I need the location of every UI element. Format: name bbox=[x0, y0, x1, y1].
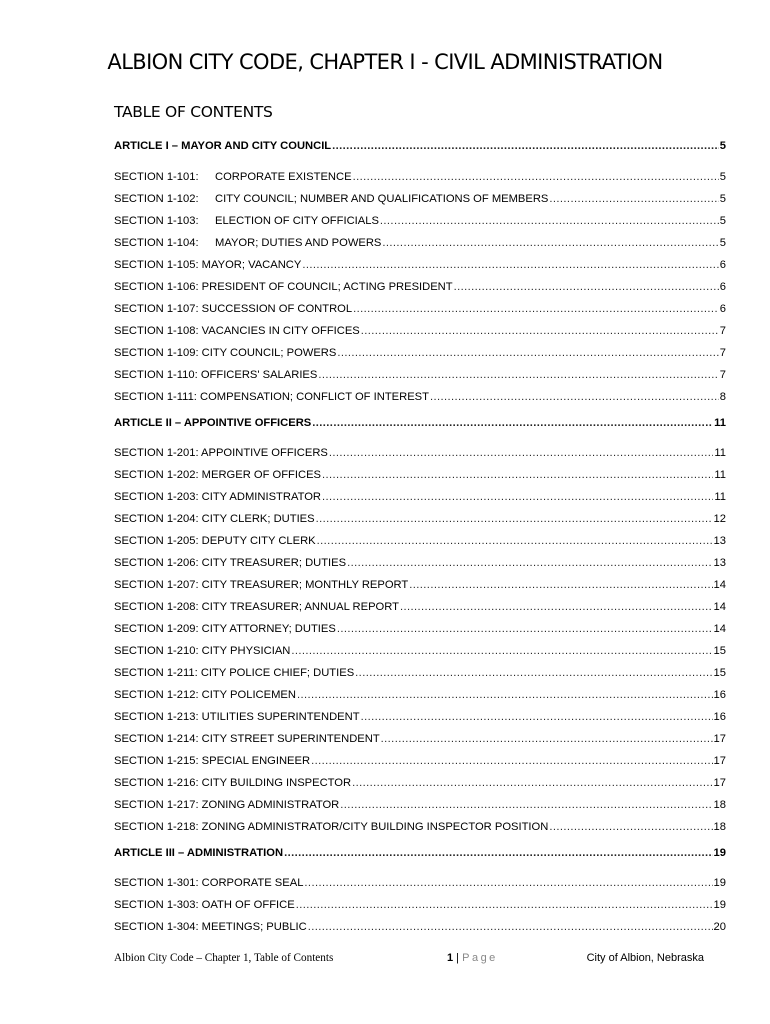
toc-article-label: ARTICLE I – MAYOR AND CITY COUNCIL bbox=[114, 140, 332, 152]
toc-section-label: SECTION 1-204: CITY CLERK; DUTIES bbox=[114, 513, 315, 525]
toc-section-entry[interactable] bbox=[114, 188, 726, 210]
dot-leader bbox=[380, 210, 719, 232]
toc-section-label: SECTION 1-210: CITY PHYSICIAN bbox=[114, 645, 291, 657]
toc-section-entry[interactable] bbox=[114, 872, 726, 894]
dot-leader bbox=[332, 134, 719, 158]
dot-leader bbox=[284, 841, 712, 865]
dot-leader bbox=[361, 706, 713, 728]
toc-section-entry[interactable] bbox=[114, 916, 726, 938]
toc-section-number: SECTION 1-101: bbox=[114, 171, 199, 183]
toc-section-entry[interactable] bbox=[114, 684, 726, 706]
dot-leader bbox=[352, 772, 712, 794]
dot-leader bbox=[304, 872, 712, 894]
toc-page-number: 14 bbox=[713, 579, 726, 591]
toc-section-entry[interactable] bbox=[114, 574, 726, 596]
toc-article-label: ARTICLE II – APPOINTIVE OFFICERS bbox=[114, 417, 312, 429]
toc-page-number: 7 bbox=[719, 369, 726, 381]
toc-section-label: SECTION 1-214: CITY STREET SUPERINTENDENT bbox=[114, 733, 380, 745]
toc-heading: TABLE OF CONTENTS bbox=[114, 103, 273, 121]
toc-page-number: 6 bbox=[719, 259, 726, 271]
toc-page-number: 17 bbox=[713, 777, 726, 789]
toc-section-entry[interactable] bbox=[114, 750, 726, 772]
dot-leader bbox=[400, 596, 713, 618]
toc-article-entry[interactable] bbox=[114, 134, 726, 158]
toc-page-number: 5 bbox=[719, 215, 726, 227]
toc-section-entry[interactable] bbox=[114, 276, 726, 298]
toc-section-label: SECTION 1-208: CITY TREASURER; ANNUAL REPORT bbox=[114, 601, 399, 613]
toc-section-title: MAYOR; DUTIES AND POWERS bbox=[215, 237, 382, 249]
toc-page-number: 5 bbox=[719, 237, 726, 249]
footer-separator: | bbox=[453, 952, 463, 964]
dot-leader bbox=[291, 640, 712, 662]
dot-leader bbox=[549, 188, 718, 210]
toc-page-number: 15 bbox=[713, 667, 726, 679]
toc-section-number: SECTION 1-104: bbox=[114, 237, 199, 249]
toc-page-number: 18 bbox=[713, 821, 726, 833]
toc-section-label bbox=[114, 210, 379, 232]
dot-leader bbox=[337, 342, 718, 364]
dot-leader bbox=[337, 618, 713, 640]
dot-leader bbox=[308, 916, 713, 938]
toc-page-number: 17 bbox=[713, 755, 726, 767]
toc-page-number: 16 bbox=[713, 711, 726, 723]
toc-section-label: SECTION 1-303: OATH OF OFFICE bbox=[114, 899, 295, 911]
toc-section-entry[interactable] bbox=[114, 530, 726, 552]
toc-section-label: SECTION 1-201: APPOINTIVE OFFICERS bbox=[114, 447, 328, 459]
toc-section-label: SECTION 1-212: CITY POLICEMEN bbox=[114, 689, 296, 701]
dot-leader bbox=[329, 442, 714, 464]
dot-leader bbox=[347, 552, 712, 574]
toc-section-entry[interactable] bbox=[114, 772, 726, 794]
toc-page-number: 5 bbox=[719, 193, 726, 205]
page-title: ALBION CITY CODE, CHAPTER I - CIVIL ADMINISTRATION bbox=[107, 50, 663, 74]
toc-section-label: SECTION 1-216: CITY BUILDING INSPECTOR bbox=[114, 777, 352, 789]
toc-section-label: SECTION 1-213: UTILITIES SUPERINTENDENT bbox=[114, 711, 360, 723]
page-footer bbox=[114, 952, 704, 968]
toc-section-label: SECTION 1-218: ZONING ADMINISTRATOR/CITY BUILDING INSPECTOR POSITION bbox=[114, 821, 549, 833]
toc-section-entry[interactable] bbox=[114, 320, 726, 342]
toc-section-entry[interactable] bbox=[114, 298, 726, 320]
toc-page-number: 13 bbox=[713, 535, 726, 547]
toc-section-label: SECTION 1-202: MERGER OF OFFICES bbox=[114, 469, 322, 481]
toc-section-entry[interactable] bbox=[114, 386, 726, 408]
toc-page-number: 14 bbox=[713, 623, 726, 635]
toc-page-number: 19 bbox=[713, 877, 726, 889]
dot-leader bbox=[382, 232, 718, 254]
toc-page-number: 18 bbox=[713, 799, 726, 811]
toc-section-label: SECTION 1-301: CORPORATE SEAL bbox=[114, 877, 304, 889]
toc-section-entry[interactable] bbox=[114, 210, 726, 232]
toc-section-label bbox=[114, 166, 352, 188]
dot-leader bbox=[311, 750, 712, 772]
toc-page-number: 14 bbox=[713, 601, 726, 613]
toc-section-entry[interactable] bbox=[114, 706, 726, 728]
toc-section-entry[interactable] bbox=[114, 342, 726, 364]
dot-leader bbox=[430, 386, 719, 408]
toc-section-label: SECTION 1-211: CITY POLICE CHIEF; DUTIES bbox=[114, 667, 355, 679]
toc-section-entry[interactable] bbox=[114, 816, 726, 838]
dot-leader bbox=[312, 411, 713, 435]
dot-leader bbox=[317, 530, 713, 552]
toc-page-number: 20 bbox=[713, 921, 726, 933]
footer-document-title: Albion City Code – Chapter 1, Table of Contents bbox=[114, 952, 334, 964]
toc-section-label: SECTION 1-109: CITY COUNCIL; POWERS bbox=[114, 347, 337, 359]
toc-section-label: SECTION 1-105: MAYOR; VACANCY bbox=[114, 259, 302, 271]
toc-section-entry[interactable] bbox=[114, 166, 726, 188]
toc-section-entry[interactable] bbox=[114, 464, 726, 486]
dot-leader bbox=[409, 574, 712, 596]
dot-leader bbox=[340, 794, 712, 816]
footer-page-word: Page bbox=[462, 952, 498, 964]
toc-page-number: 11 bbox=[714, 469, 726, 481]
toc-section-label: SECTION 1-111: COMPENSATION; CONFLICT OF INTEREST bbox=[114, 391, 429, 403]
toc-section-entry[interactable] bbox=[114, 508, 726, 530]
toc-section-label: SECTION 1-106: PRESIDENT OF COUNCIL; ACTING PRESIDENT bbox=[114, 281, 453, 293]
toc-page-number: 8 bbox=[719, 391, 726, 403]
toc-page-number: 13 bbox=[713, 557, 726, 569]
toc-page-number: 19 bbox=[713, 847, 726, 859]
toc-section-label bbox=[114, 232, 381, 254]
toc-page-number: 11 bbox=[714, 491, 726, 503]
dot-leader bbox=[355, 662, 712, 684]
dot-leader bbox=[353, 166, 719, 188]
toc-section-entry[interactable] bbox=[114, 728, 726, 750]
dot-leader bbox=[302, 254, 718, 276]
dot-leader bbox=[381, 728, 713, 750]
dot-leader bbox=[322, 486, 713, 508]
toc-article-entry[interactable] bbox=[114, 841, 726, 865]
dot-leader bbox=[549, 816, 712, 838]
toc-page-number: 19 bbox=[713, 899, 726, 911]
toc-page-number: 11 bbox=[714, 417, 726, 429]
toc-section-label: SECTION 1-304: MEETINGS; PUBLIC bbox=[114, 921, 307, 933]
toc-page-number: 17 bbox=[713, 733, 726, 745]
toc-section-label bbox=[114, 188, 548, 210]
toc-section-label: SECTION 1-217: ZONING ADMINISTRATOR bbox=[114, 799, 340, 811]
toc-section-title: CORPORATE EXISTENCE bbox=[215, 171, 352, 183]
toc-section-entry[interactable] bbox=[114, 364, 726, 386]
toc-page-number: 11 bbox=[714, 447, 726, 459]
dot-leader bbox=[322, 464, 713, 486]
toc-section-label: SECTION 1-107: SUCCESSION OF CONTROL bbox=[114, 303, 353, 315]
toc-page-number: 12 bbox=[713, 513, 726, 525]
toc-section-entry[interactable] bbox=[114, 794, 726, 816]
toc-section-label: SECTION 1-207: CITY TREASURER; MONTHLY REPORT bbox=[114, 579, 409, 591]
toc-section-title: ELECTION OF CITY OFFICIALS bbox=[215, 215, 379, 227]
toc-section-number: SECTION 1-102: bbox=[114, 193, 199, 205]
table-of-contents bbox=[114, 134, 726, 938]
toc-page-number: 6 bbox=[719, 281, 726, 293]
toc-page-number: 7 bbox=[719, 325, 726, 337]
toc-section-label: SECTION 1-215: SPECIAL ENGINEER bbox=[114, 755, 311, 767]
toc-section-label: SECTION 1-209: CITY ATTORNEY; DUTIES bbox=[114, 623, 336, 635]
toc-section-label: SECTION 1-110: OFFICERS' SALARIES bbox=[114, 369, 318, 381]
toc-section-entry[interactable] bbox=[114, 232, 726, 254]
toc-section-title: CITY COUNCIL; NUMBER AND QUALIFICATIONS OF MEMBERS bbox=[215, 193, 549, 205]
toc-section-entry[interactable] bbox=[114, 552, 726, 574]
dot-leader bbox=[353, 298, 719, 320]
dot-leader bbox=[296, 894, 713, 916]
toc-section-entry[interactable] bbox=[114, 596, 726, 618]
toc-article-entry[interactable] bbox=[114, 411, 726, 435]
toc-section-label: SECTION 1-205: DEPUTY CITY CLERK bbox=[114, 535, 316, 547]
toc-article-label: ARTICLE III – ADMINISTRATION bbox=[114, 847, 284, 859]
toc-section-entry[interactable] bbox=[114, 894, 726, 916]
toc-section-entry[interactable] bbox=[114, 486, 726, 508]
toc-page-number: 5 bbox=[719, 171, 726, 183]
footer-page-indicator bbox=[447, 952, 498, 964]
dot-leader bbox=[297, 684, 713, 706]
toc-section-entry[interactable] bbox=[114, 442, 726, 464]
toc-section-label: SECTION 1-206: CITY TREASURER; DUTIES bbox=[114, 557, 347, 569]
toc-section-entry[interactable] bbox=[114, 254, 726, 276]
toc-section-label: SECTION 1-203: CITY ADMINISTRATOR bbox=[114, 491, 322, 503]
toc-section-entry[interactable] bbox=[114, 640, 726, 662]
toc-section-number: SECTION 1-103: bbox=[114, 215, 199, 227]
toc-page-number: 15 bbox=[713, 645, 726, 657]
toc-section-label: SECTION 1-108: VACANCIES IN CITY OFFICES bbox=[114, 325, 360, 337]
footer-page-number: 1 bbox=[447, 952, 454, 964]
dot-leader bbox=[316, 508, 713, 530]
dot-leader bbox=[454, 276, 719, 298]
toc-page-number: 5 bbox=[719, 140, 726, 152]
dot-leader bbox=[318, 364, 718, 386]
toc-page-number: 16 bbox=[713, 689, 726, 701]
toc-section-entry[interactable] bbox=[114, 618, 726, 640]
toc-section-entry[interactable] bbox=[114, 662, 726, 684]
toc-page-number: 7 bbox=[719, 347, 726, 359]
footer-city-name: City of Albion, Nebraska bbox=[586, 952, 704, 964]
dot-leader bbox=[361, 320, 719, 342]
toc-page-number: 6 bbox=[719, 303, 726, 315]
